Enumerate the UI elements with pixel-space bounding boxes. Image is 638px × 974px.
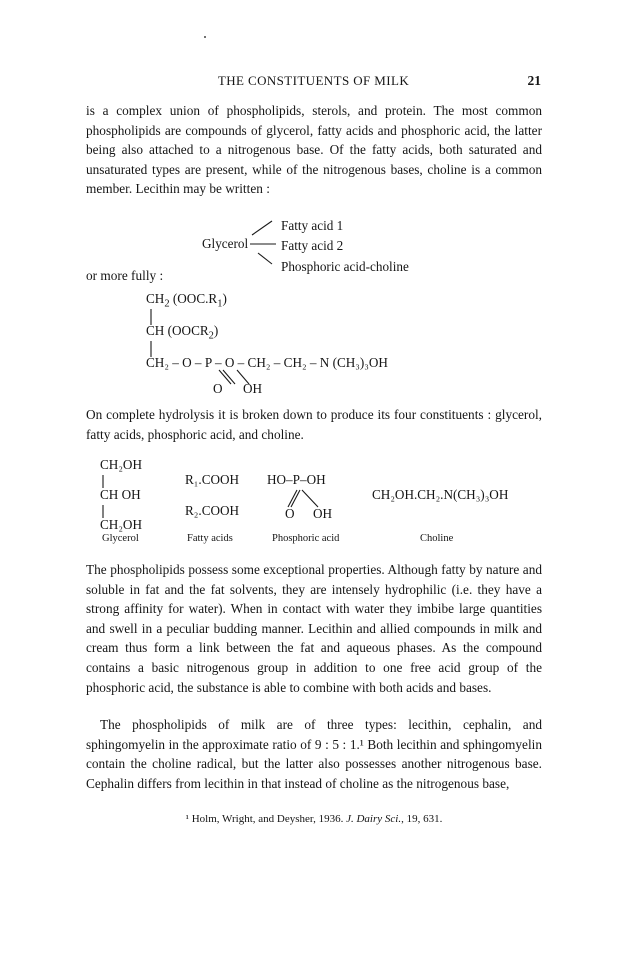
formula-oxygen: O bbox=[213, 381, 223, 396]
scheme-glycerol: Glycerol bbox=[202, 236, 249, 251]
glycerol-line-2: CH OH bbox=[100, 487, 141, 502]
page-number: 21 bbox=[527, 73, 541, 88]
fatty-acids-caption: Fatty acids bbox=[187, 533, 233, 544]
glycerol-caption: Glycerol bbox=[102, 533, 139, 544]
formula-row-3: CH₂ – O – P – O – CH₂ – CH₂ – N (CH₃)₃OH bbox=[146, 355, 388, 370]
fatty-acid-1: R₁.COOH bbox=[185, 472, 240, 487]
glycerol-line-1: CH₂OH bbox=[100, 457, 142, 472]
paragraph-types: The phospholipids of milk are of three types: lecithin, cephalin, and sphingomyelin in the approximate ratio of 9 : 5 : 1.¹ Both lecithin and sphingomyelin contain the choline radical, but the latter also possesses another nitrogenous base. Cephalin differs from lecithin in that instead of choline as the nitrogenous base, bbox=[86, 717, 542, 791]
formula-row-2: CH $(OOCR_2)$ bbox=[146, 323, 219, 342]
footnote: ¹ Holm, Wright, and Deysher, 1936. J. Dairy Sci., 19, 631. bbox=[185, 813, 443, 825]
formula-row-1: $CH_2$ $(OOC.R_1)$ bbox=[146, 291, 227, 310]
choline-caption: Choline bbox=[420, 533, 454, 544]
phosphoric-acid-caption: Phosphoric acid bbox=[272, 533, 340, 544]
phosphoric-hydroxyl: OH bbox=[313, 506, 333, 521]
paragraph-intro: is a complex union of phospholipids, sterols, and protein. The most common phospholipids are compounds of glycerol, fatty acids and phosphoric acid, the latter being also attached to a nitrogenous base. Of the fatty acids, both saturated and unsaturated types are present, while of the nitrogenous bases, choline is a common member. Lecithin may be written : bbox=[86, 103, 542, 197]
scheme-phosphoric-choline: Phosphoric acid-choline bbox=[281, 259, 409, 274]
scheme-fatty-acid-2: Fatty acid 2 bbox=[281, 238, 344, 253]
choline-formula: CH₂OH.CH₂.N(CH₃)₃OH bbox=[372, 487, 509, 502]
running-head: THE CONSTITUENTS OF MILK bbox=[217, 73, 410, 88]
glycerol-line-3: CH₂OH bbox=[100, 517, 142, 532]
paragraph-hydrolysis: On complete hydrolysis it is broken down to produce its four constituents : glycerol, fatty acids, phosphoric acid, and choline. bbox=[86, 407, 542, 442]
paragraph-properties: The phospholipids possess some exceptional properties. Although fatty by nature and soluble in fat and the fat solvents, they are intensely hydrophilic (i.e. they have a strong affinity for water). When in contact with water they imbibe large quantities and swell in a peculiar budding manner. Lecithin and allied compounds in milk and cream thus form a link between the fat and aqueous phases. As the compound contains a basic nitrogenous group in addition to one free acid group of the phosphoric acid, the substance is able to combine with both acids and bases. bbox=[86, 562, 542, 695]
fatty-acid-2: R₂.COOH bbox=[185, 503, 240, 518]
phosphoric-acid-top: HO–P–OH bbox=[267, 472, 326, 487]
or-more-fully-label: or more fully : bbox=[86, 268, 164, 283]
formula-hydroxyl: OH bbox=[243, 381, 263, 396]
phosphoric-oxygen: O bbox=[285, 506, 295, 521]
scheme-fatty-acid-1: Fatty acid 1 bbox=[281, 218, 344, 233]
print-speck bbox=[204, 36, 206, 38]
